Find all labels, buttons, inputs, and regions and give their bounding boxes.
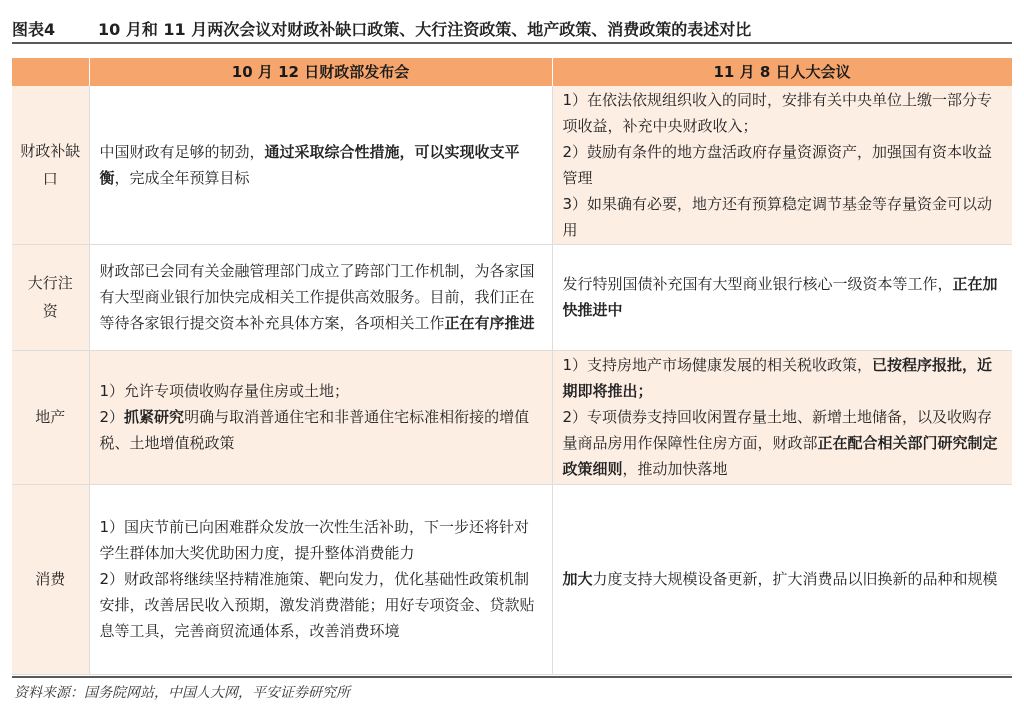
source-note: 资料来源：国务院网站，中国人大网，平安证券研究所 — [12, 676, 1012, 706]
cell-oct — [89, 86, 552, 244]
cell-text: 发行特别国债补充国有大型商业银行核心一级资本等工作， — [562, 275, 953, 293]
cell-text: 财政部已会同有关金融管理部门成立了跨部门工作机制，为各家国有大型商业银行加快完成相关工作提供高效服务。目前，我们正在等待各家银行提交资本补充具体方案，各项相关工作 — [99, 262, 535, 332]
table-row — [12, 350, 1012, 484]
table-row — [12, 484, 1012, 674]
cell-text: 2）专项债券支持回收闲置存量土地、新增土地储备，以及收购存量商品房用作保障性住房方面，财政部 — [562, 408, 993, 452]
table-row — [12, 244, 1012, 350]
cell-text: ，完成全年预算目标 — [114, 168, 250, 187]
emphasis-text: 已按程序报批，近期即将推出； — [562, 356, 993, 400]
emphasis-text: 正在加快推进中 — [562, 275, 998, 319]
emphasis-text: 抓紧研究 — [124, 408, 185, 426]
emphasis-text: 正在配合相关部门研究制定政策细则 — [562, 434, 998, 478]
emphasis-text: 通过采取综合性措施，可以实现收支平衡 — [99, 142, 520, 187]
cell-text: 2）财政部将继续坚持精准施策、靶向发力，优化基础性政策机制安排，改善居民收入预期，激发消费潜能；用好专项资金、贷款贴息等工具，完善商贸流通体系，改善消费环境 — [99, 570, 535, 640]
cell-text: ，推动加快落地 — [622, 460, 728, 478]
cell-text: 2）鼓励有条件的地方盘活政府存量资源资产，加强国有资本收益管理 — [562, 142, 993, 187]
cell-nov — [552, 350, 1012, 484]
cell-nov — [552, 484, 1012, 674]
table-row — [12, 86, 1012, 244]
row-category: 财政补缺口 — [12, 86, 89, 244]
row-category: 大行注 资 — [12, 244, 89, 350]
header-category — [12, 58, 89, 86]
row-category: 地产 — [12, 350, 89, 484]
emphasis-text: 正在有序推进 — [444, 314, 535, 332]
cell-text: 2） — [99, 408, 125, 426]
figure-title: 10 月和 11 月两次会议对财政补缺口政策、大行注资政策、地产政策、消费政策的表述对比 — [98, 19, 752, 39]
header-oct-12: 10 月 12 日财政部发布会 — [89, 58, 552, 86]
cell-text: 力度支持大规模设备更新，扩大消费品以旧换新的品种和规模 — [592, 570, 998, 588]
cell-text: 1）允许专项债收购存量住房或土地； — [99, 382, 350, 400]
cell-text: 1）支持房地产市场健康发展的相关税收政策， — [562, 356, 873, 374]
cell-oct — [89, 244, 552, 350]
cell-nov — [552, 244, 1012, 350]
cell-text: 中国财政有足够的韧劲， — [99, 142, 265, 161]
cell-oct — [89, 484, 552, 674]
cell-oct — [89, 350, 552, 484]
cell-text: 明确与取消普通住宅和非普通住宅标准相衔接的增值税、土地增值税政策 — [99, 408, 530, 452]
row-category: 消费 — [12, 484, 89, 674]
header-nov-8: 11 月 8 日人大会议 — [552, 58, 1012, 86]
cell-text: 1）在依法依规组织收入的同时，安排有关中央单位上缴一部分专项收益，补充中央财政收入； — [562, 90, 993, 135]
figure-label: 图表4 — [12, 19, 56, 39]
cell-text: 3）如果确有必要，地方还有预算稳定调节基金等存量资金可以动用 — [562, 194, 993, 239]
figure-title-bar — [12, 14, 1012, 44]
comparison-table — [12, 58, 1013, 675]
emphasis-text: 加大 — [562, 570, 593, 588]
cell-nov — [552, 86, 1012, 244]
table-header-row — [12, 58, 1012, 86]
cell-text: 1）国庆节前已向困难群众发放一次性生活补助，下一步还将针对学生群体加大奖优助困力度，提升整体消费能力 — [99, 518, 530, 562]
